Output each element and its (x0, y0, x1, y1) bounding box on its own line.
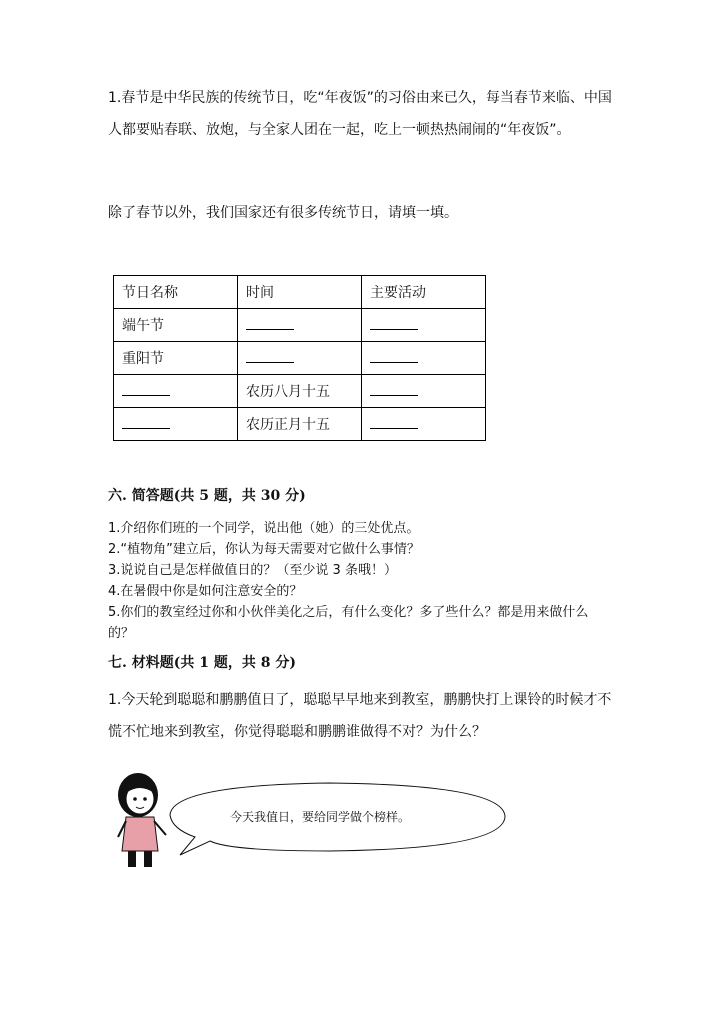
answer-blank[interactable] (370, 416, 418, 429)
answer-blank[interactable] (246, 317, 294, 330)
list-item: 5.你们的教室经过你和小伙伴美化之后，有什么变化？多了些什么？都是用来做什么的？ (108, 605, 589, 641)
material-question: 1.今天轮到聪聪和鹏鹏值日了，聪聪早早地来到教室，鹏鹏快打上课铃的时候才不慌不忙地来到教室，你觉得聪聪和鹏鹏谁做得不对？为什么？ (108, 692, 612, 740)
blank-cell[interactable] (362, 408, 486, 441)
table-cell: 农历正月十五 (238, 408, 362, 441)
fill-in-prompt: 除了春节以外，我们国家还有很多传统节日，请填一填。 (108, 205, 458, 221)
table-row (114, 375, 486, 408)
table-cell: 端午节 (114, 309, 238, 342)
table-cell: 重阳节 (114, 342, 238, 375)
table-row (114, 342, 486, 375)
intro-paragraph: 1.春节是中华民族的传统节日，吃“年夜饭”的习俗由来已久，每当春节来临、中国人都要贴春联、放炮，与全家人团在一起，吃上一顿热热闹闹的“年夜饭”。 (108, 90, 612, 138)
answer-blank[interactable] (370, 350, 418, 363)
speech-text: 今天我值日，要给同学做个榜样。 (230, 810, 411, 824)
table-row (114, 408, 486, 441)
section-7-heading: 七. 材料题(共 1 题，共 8 分) (108, 655, 296, 671)
list-item: 2.“植物角”建立后，你认为每天需要对它做什么事情？ (108, 542, 420, 557)
answer-blank[interactable] (370, 317, 418, 330)
blank-cell[interactable] (114, 408, 238, 441)
answer-blank[interactable] (122, 416, 170, 429)
blank-cell[interactable] (114, 375, 238, 408)
short-answer-list (108, 518, 608, 644)
girl-illustration (118, 773, 166, 867)
blank-cell[interactable] (362, 375, 486, 408)
table-cell: 农历八月十五 (238, 375, 362, 408)
header-festival-name: 节日名称 (114, 276, 238, 309)
header-activity: 主要活动 (362, 276, 486, 309)
blank-cell[interactable] (238, 309, 362, 342)
blank-cell[interactable] (362, 309, 486, 342)
blank-cell[interactable] (362, 342, 486, 375)
table-row (114, 309, 486, 342)
list-item: 1.介绍你们班的一个同学，说出他（她）的三处优点。 (108, 521, 420, 536)
festival-table (113, 275, 486, 441)
answer-blank[interactable] (246, 350, 294, 363)
table-header-row (114, 276, 486, 309)
header-time: 时间 (238, 276, 362, 309)
answer-blank[interactable] (370, 383, 418, 396)
section-6-heading: 六. 简答题(共 5 题，共 30 分) (108, 488, 306, 504)
list-item: 3.说说自己是怎样做值日的？（至少说 3 条哦！） (108, 563, 397, 578)
answer-blank[interactable] (122, 383, 170, 396)
blank-cell[interactable] (238, 342, 362, 375)
list-item: 4.在暑假中你是如何注意安全的？ (108, 584, 303, 599)
